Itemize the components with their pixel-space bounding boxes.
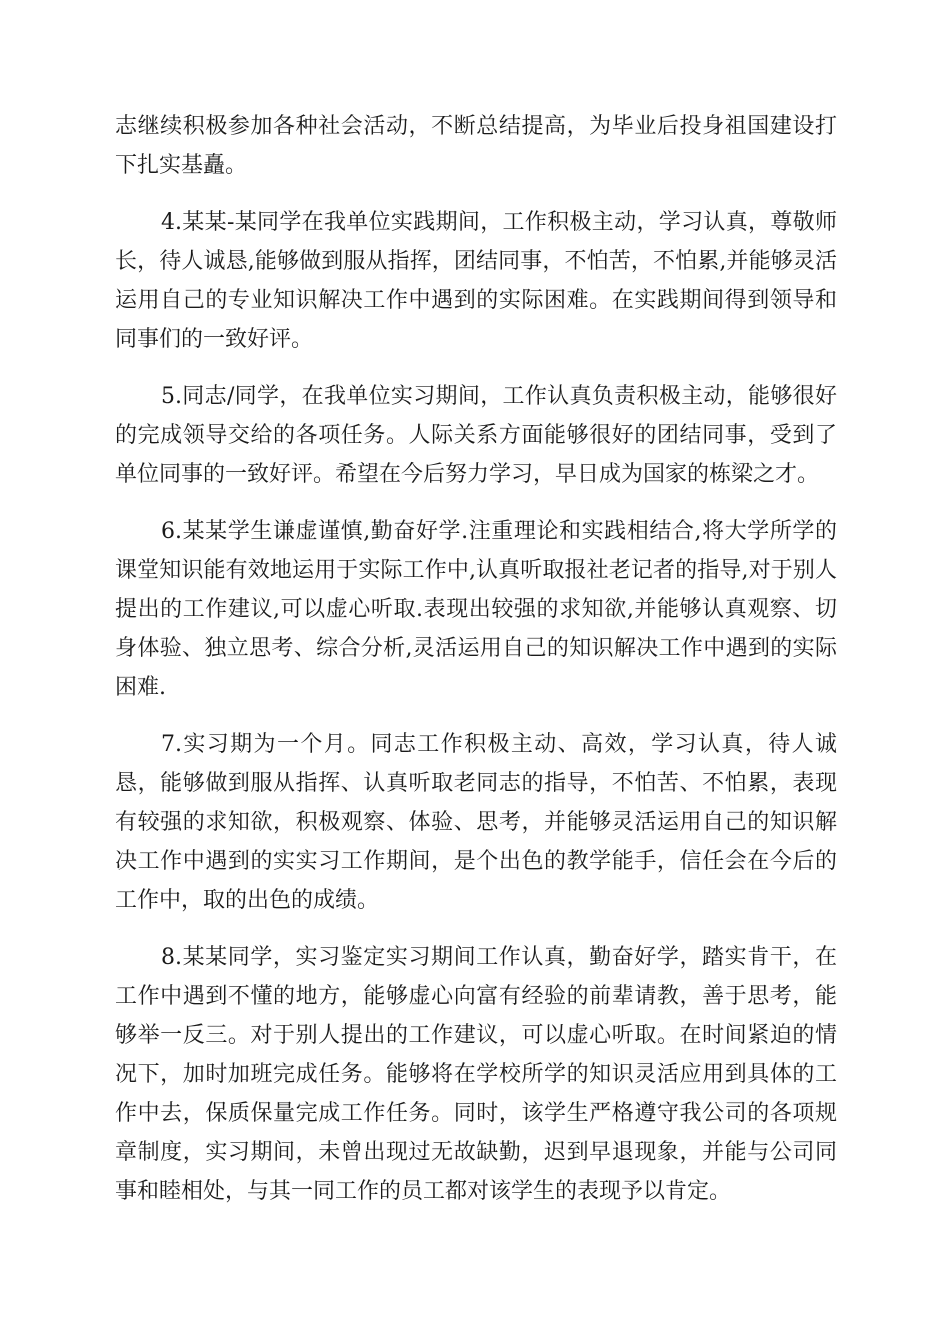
paragraph-item-5: 5.同志/同学，在我单位实习期间，工作认真负责积极主动，能够很好的完成领导交给的各项任务。人际关系方面能够很好的团结同事，受到了单位同事的一致好评。希望在今后努力学习，早日成为国家的栋梁之才。 [115, 384, 837, 487]
paragraph-item-8: 8.某某同学，实习鉴定实习期间工作认真，勤奋好学，踏实肯干，在工作中遇到不懂的地方，能够虚心向富有经验的前辈请教，善于思考，能够举一反三。对于别人提出的工作建议，可以虚心听取。在时间紧迫的情况下，加时加班完成任务。能够将在学校所学的知识灵活应用到具体的工作中去，保质保量完成工作任务。同时，该学生严格遵守我公司的各项规章制度，实习期间，未曾出现过无故缺勤，迟到早退现象，并能与公司同事和睦相处，与其一同工作的员工都对该学生的表现予以肯定。 [115, 945, 837, 1204]
document-body [115, 107, 837, 1229]
paragraph-item-6: 6.某某学生谦虚谨慎,勤奋好学.注重理论和实践相结合,将大学所学的课堂知识能有效地运用于实际工作中,认真听取报社老记者的指导,对于别人提出的工作建议,可以虚心听取.表现出较强的求知欲,并能够认真观察、切身体验、独立思考、综合分析,灵活运用自己的知识解决工作中遇到的实际困难. [115, 519, 837, 700]
paragraph-continuation: 志继续积极参加各种社会活动，不断总结提高，为毕业后投身祖国建设打下扎实基矗。 [115, 114, 837, 178]
paragraph-item-4: 4.某某-某同学在我单位实践期间，工作积极主动，学习认真，尊敬师长，待人诚恳,能够做到服从指挥，团结同事，不怕苦，不怕累,并能够灵活运用自己的专业知识解决工作中遇到的实际困难。在实践期间得到领导和同事们的一致好评。 [115, 210, 837, 352]
paragraph-item-7: 7.实习期为一个月。同志工作积极主动、高效，学习认真，待人诚恳，能够做到服从指挥、认真听取老同志的指导，不怕苦、不怕累，表现有较强的求知欲，积极观察、体验、思考，并能够灵活运用自己的知识解决工作中遇到的实实习工作期间，是个出色的教学能手，信任会在今后的工作中，取的出色的成绩。 [115, 732, 837, 913]
